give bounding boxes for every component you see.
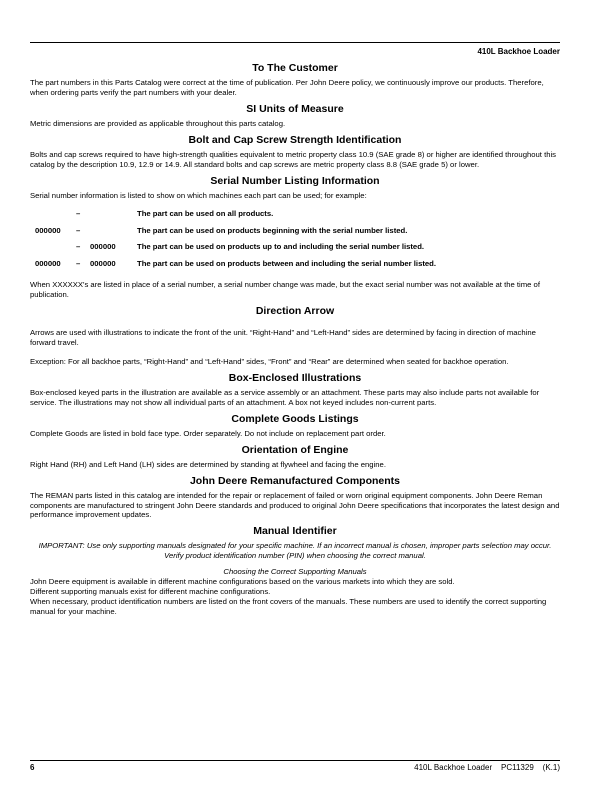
section-complete-goods (30, 413, 560, 439)
section-heading: SI Units of Measure (246, 102, 344, 115)
serial-row (30, 207, 560, 224)
serial-note: When XXXXXX's are listed in place of a serial number, a serial number change was made, but the exact serial number was not available at the time of publication. (30, 280, 540, 300)
section-body: Box-enclosed keyed parts in the illustration are available as a service assembly or an attachment. These parts may also include parts not available for service. The illustrations may not show all individual parts of an attachment. A box not keyed includes non-current parts. (30, 387, 540, 407)
section-heading: Orientation of Engine (241, 443, 349, 456)
section-reman (30, 475, 560, 521)
header-rule (30, 42, 560, 43)
section-body: Metric dimensions are provided as applicable throughout this parts catalog. (30, 118, 286, 128)
serial-row (30, 240, 560, 257)
section-to-the-customer (30, 62, 560, 98)
subheading: Choosing the Correct Supporting Manuals (223, 567, 367, 577)
section-body: Different supporting manuals exist for different machine configurations. (30, 586, 271, 596)
footer-doc-info: 410L Backhoe Loader PC11329 (K.1) (414, 763, 560, 772)
section-body: When necessary, product identification numbers are listed on the front covers of the manuals. These numbers are used to identify the correct supporting manual for your machine. (30, 596, 547, 616)
section-orientation-engine (30, 444, 560, 470)
serial-from: 000000 (35, 258, 61, 268)
footer-rule (30, 760, 560, 761)
serial-dash: – (76, 209, 81, 219)
serial-to: 000000 (90, 258, 116, 268)
section-intro: Serial number information is listed to show on which machines each part can be used; for example: (30, 190, 367, 200)
serial-table (30, 207, 560, 273)
serial-desc: The part can be used on products up to and including the serial number listed. (137, 242, 425, 252)
section-body: John Deere equipment is available in different machine configurations based on the various markets into which they are sold. (30, 577, 455, 587)
serial-desc: The part can be used on products beginning with the serial number listed. (137, 225, 408, 235)
section-heading: Direction Arrow (255, 305, 335, 318)
section-body: Right Hand (RH) and Left Hand (LH) sides are determined by standing at flywheel and facing the engine. (30, 459, 386, 469)
section-heading: John Deere Remanufactured Components (189, 474, 401, 487)
serial-dash: – (76, 258, 81, 268)
section-body: The REMAN parts listed in this catalog are intended for the repair or replacement of failed or worn original equipment components. John Deere Reman components are manufactured to stringent John Deere standards and produced to original John Deere specifications that incorporates the latest design and performance improvement updates. (30, 490, 560, 520)
serial-desc: The part can be used on all products. (137, 209, 274, 219)
section-manual-identifier (30, 525, 560, 616)
section-heading: Serial Number Listing Information (210, 174, 380, 187)
section-body: Arrows are used with illustrations to indicate the front of the unit. “Right-Hand” and “Left-Hand” sides are determined by facing in direction of machine forward travel. (30, 328, 536, 348)
serial-row (30, 224, 560, 241)
important-notice: IMPORTANT: Use only supporting manuals designated for your specific machine. If an incorrect manual is chosen, improper parts selection may occur. Verify product identification number (PIN) when choosing the correct manual. (38, 541, 552, 561)
section-box-enclosed (30, 372, 560, 408)
serial-desc: The part can be used on products between and including the serial number listed. (137, 258, 437, 268)
section-heading: Bolt and Cap Screw Strength Identification (188, 133, 402, 146)
section-si-units (30, 103, 560, 129)
serial-from: 000000 (35, 225, 61, 235)
section-serial-number (30, 175, 560, 301)
section-body: Exception: For all backhoe parts, “Right-Hand” and “Left-Hand” sides, “Front” and “Rear” are determined when seated for backhoe operation. (30, 357, 509, 367)
header-title: 410L Backhoe Loader (477, 47, 560, 56)
section-bolt-strength (30, 134, 560, 170)
section-body: Complete Goods are listed in bold face type. Order separately. Do not include on replacement part order. (30, 428, 386, 438)
serial-dash: – (76, 225, 81, 235)
section-heading: Complete Goods Listings (231, 412, 359, 425)
section-body: The part numbers in this Parts Catalog were correct at the time of publication. Per John Deere policy, we continuously improve our products. Therefore, when ordering parts verify the part numbers with your dealer. (30, 78, 544, 97)
serial-dash: – (76, 242, 81, 252)
serial-to: 000000 (90, 242, 116, 252)
page-content (30, 62, 560, 617)
page-number: 6 (30, 763, 35, 772)
serial-row (30, 257, 560, 274)
section-heading: Box-Enclosed Illustrations (228, 371, 362, 384)
section-heading: Manual Identifier (253, 525, 337, 538)
section-body: Bolts and cap screws required to have high-strength qualities equivalent to metric property class 10.9 (SAE grade 8) or higher are identified throughout this catalog by the description 10.9, 12.9 or 14.9. All standard bolts and cap screws are metric property class 8.8 (SAE grade 5) or lower. (30, 149, 557, 169)
section-heading: To The Customer (252, 62, 338, 74)
section-direction-arrow (30, 305, 560, 367)
